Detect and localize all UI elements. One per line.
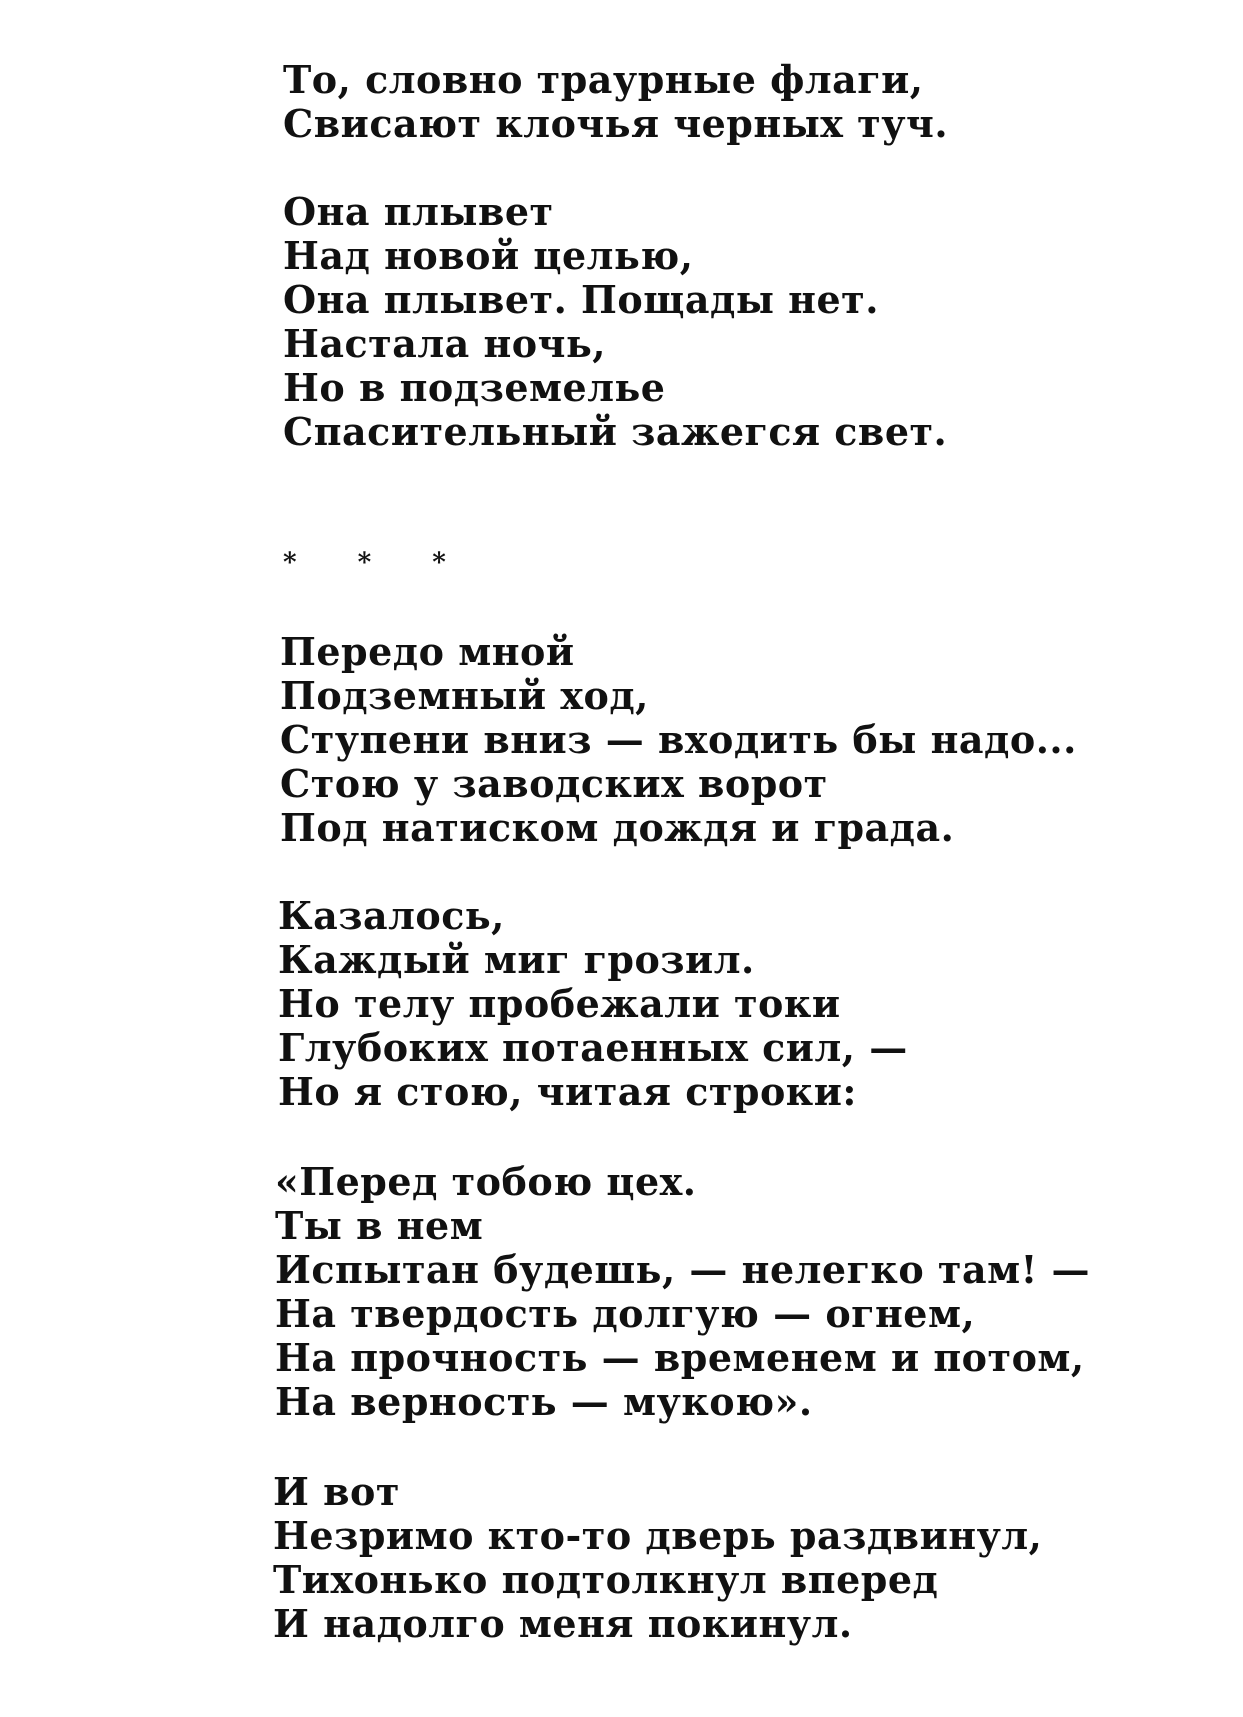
poem-line: Она плывет. Пощады нет.	[283, 277, 879, 322]
poem-line: На твердость долгую — огнем,	[275, 1291, 976, 1336]
poem-line: Испытан будешь, — нелегко там! —	[275, 1247, 1091, 1292]
poem-line: Над новой целью,	[283, 233, 694, 278]
poem-line: Настала ночь,	[283, 321, 606, 366]
poem-line: И надолго меня покинул.	[273, 1601, 853, 1646]
poem-line: Ступени вниз — входить бы надо...	[280, 717, 1077, 762]
poem-line: Глубоких потаенных сил, —	[278, 1025, 908, 1070]
poem-line: На прочность — временем и потом,	[275, 1335, 1085, 1380]
poem-line: На верность — мукою».	[275, 1379, 813, 1424]
poem-line: «Перед тобою цех.	[275, 1159, 697, 1204]
poem-line: Передо мной	[280, 629, 575, 674]
poem-line: Тихонько подтолкнул вперед	[273, 1557, 939, 1602]
poem-line: Казалось,	[278, 893, 505, 938]
poem-line: Незримо кто-то дверь раздвинул,	[273, 1513, 1043, 1558]
poem-line: Каждый миг грозил.	[278, 937, 755, 982]
poem-line: Свисают клочья черных туч.	[283, 101, 949, 146]
poem-line: И вот	[273, 1469, 400, 1514]
poem-line: Но я стою, читая строки:	[278, 1069, 857, 1114]
poem-line: То, словно траурные флаги,	[283, 57, 924, 102]
section-separator: * * *	[283, 548, 472, 578]
poem-line: Она плывет	[283, 189, 554, 234]
poem-line: Но телу пробежали токи	[278, 981, 841, 1026]
poem-line: Стою у заводских ворот	[280, 761, 828, 806]
poem-line: Под натиском дождя и града.	[280, 805, 955, 850]
poem-line: Но в подземелье	[283, 365, 666, 410]
poem-line: Спасительный зажегся свет.	[283, 409, 948, 454]
poem-line: Ты в нем	[275, 1203, 484, 1248]
poem-line: Подземный ход,	[280, 673, 649, 718]
